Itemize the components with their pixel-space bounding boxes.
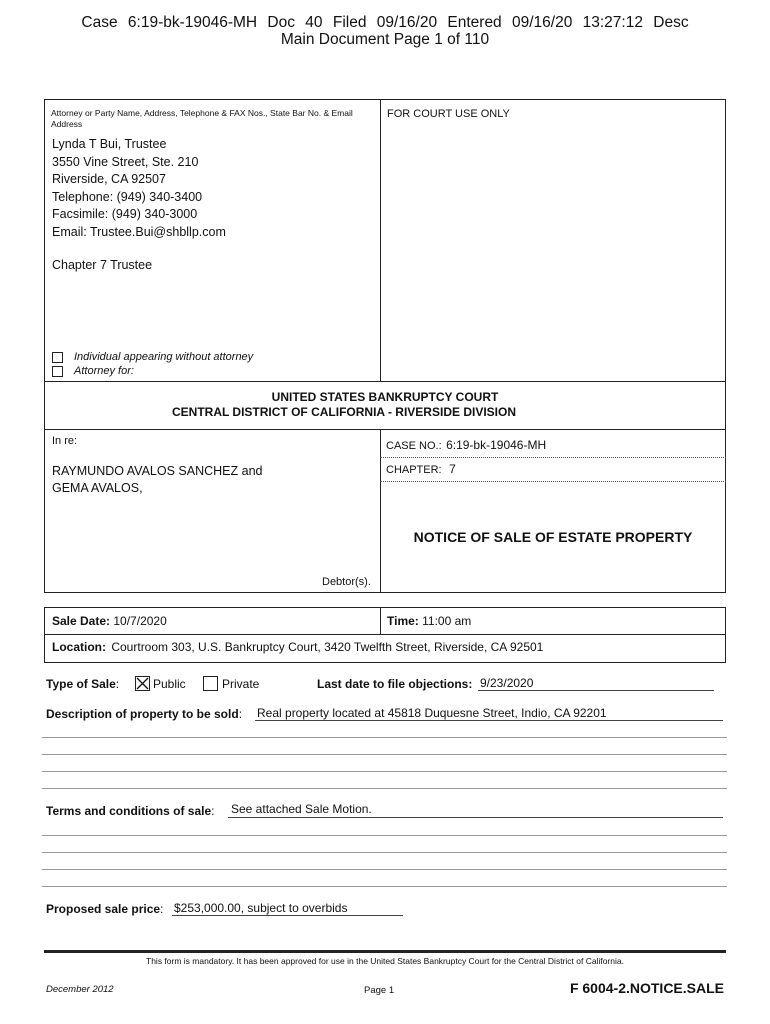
document-title: NOTICE OF SALE OF ESTATE PROPERTY (413, 529, 693, 545)
attorney-info-label: Attorney or Party Name, Address, Telephone & FAX Nos., State Bar No. & Email Address (51, 108, 353, 129)
court-use-label: FOR COURT USE ONLY (387, 108, 510, 120)
objections-label: Last date to file objections: (317, 677, 473, 691)
sale-date-value: 10/7/2020 (113, 614, 167, 628)
sale-location-label: Location: (52, 640, 106, 654)
court-name: UNITED STATES BANKRUPTCY COURT (271, 390, 499, 404)
attorney-role: Chapter 7 Trustee (52, 258, 153, 272)
type-of-sale-label: Type of Sale: (46, 677, 120, 691)
sale-date (52, 614, 167, 628)
mandatory-note: This form is mandatory. It has been approved for use in the United States Bankruptcy Court for the Central District of California. (146, 956, 624, 966)
terms-label: Terms and conditions of sale: (46, 804, 215, 818)
case-number-label: CASE NO.: (386, 440, 442, 452)
terms-value[interactable]: See attached Sale Motion. (231, 802, 372, 816)
chapter (386, 460, 456, 478)
attorney-address: 3550 Vine Street, Ste. 210 (52, 154, 199, 169)
attorney-for-checkbox[interactable] (52, 366, 63, 377)
form-id: F 6004-2.NOTICE.SALE (569, 980, 724, 996)
attorney-name: Lynda T Bui, Trustee (52, 137, 167, 151)
sale-time (387, 614, 471, 628)
attorney-fax: Facsimile: (949) 340-3000 (52, 207, 198, 221)
chapter-label: CHAPTER: (386, 464, 442, 476)
case-number-value: 6:19-bk-19046-MH (446, 438, 547, 452)
debtor-name-line2: GEMA AVALOS, (52, 481, 143, 495)
without-attorney-label: Individual appearing without attorney (74, 351, 254, 363)
description-label: Description of property to be sold: (46, 707, 243, 721)
attorney-city: Riverside, CA 92507 (52, 172, 166, 186)
price-value[interactable]: $253,000.00, subject to overbids (174, 901, 348, 915)
attorney-email: Email: Trustee.Bui@shbllp.com (52, 224, 226, 239)
private-label: Private (222, 677, 260, 691)
in-re-label: In re: (52, 435, 78, 447)
sale-date-label: Sale Date: (52, 614, 111, 628)
price-label: Proposed sale price: (46, 902, 164, 916)
public-checkbox[interactable] (135, 676, 150, 691)
form-date: December 2012 (46, 984, 114, 995)
private-checkbox[interactable] (203, 676, 218, 691)
objections-value[interactable]: 9/23/2020 (480, 676, 534, 690)
chapter-value: 7 (449, 462, 456, 476)
checked-x-icon (136, 677, 149, 690)
sale-time-label: Time: (387, 614, 419, 628)
without-attorney-checkbox[interactable] (52, 352, 63, 363)
public-label: Public (153, 677, 186, 691)
filing-header-line1: Case 6:19-bk-19046-MH Doc 40 Filed 09/16/20 Entered 09/16/20 13:27:12 Desc (81, 14, 689, 31)
attorney-for-label: Attorney for: (74, 365, 134, 377)
attorney-phone: Telephone: (949) 340-3400 (52, 189, 203, 204)
sale-time-value: 11:00 am (422, 614, 472, 628)
description-value[interactable]: Real property located at 45818 Duquesne Street, Indio, CA 92201 (257, 706, 607, 720)
case-number (386, 436, 546, 454)
attorney-block (52, 136, 226, 241)
debtor-name-line1: RAYMUNDO AVALOS SANCHEZ and (52, 464, 263, 478)
debtors-label: Debtor(s). (322, 576, 371, 588)
sale-location-value: Courtroom 303, U.S. Bankruptcy Court, 3420 Twelfth Street, Riverside, CA 92501 (111, 640, 544, 654)
sale-location (52, 640, 543, 654)
court-district: CENTRAL DISTRICT OF CALIFORNIA - RIVERSIDE DIVISION (171, 405, 516, 419)
filing-header-line2: Main Document Page 1 of 110 (280, 31, 490, 48)
page-number: Page 1 (364, 985, 395, 996)
